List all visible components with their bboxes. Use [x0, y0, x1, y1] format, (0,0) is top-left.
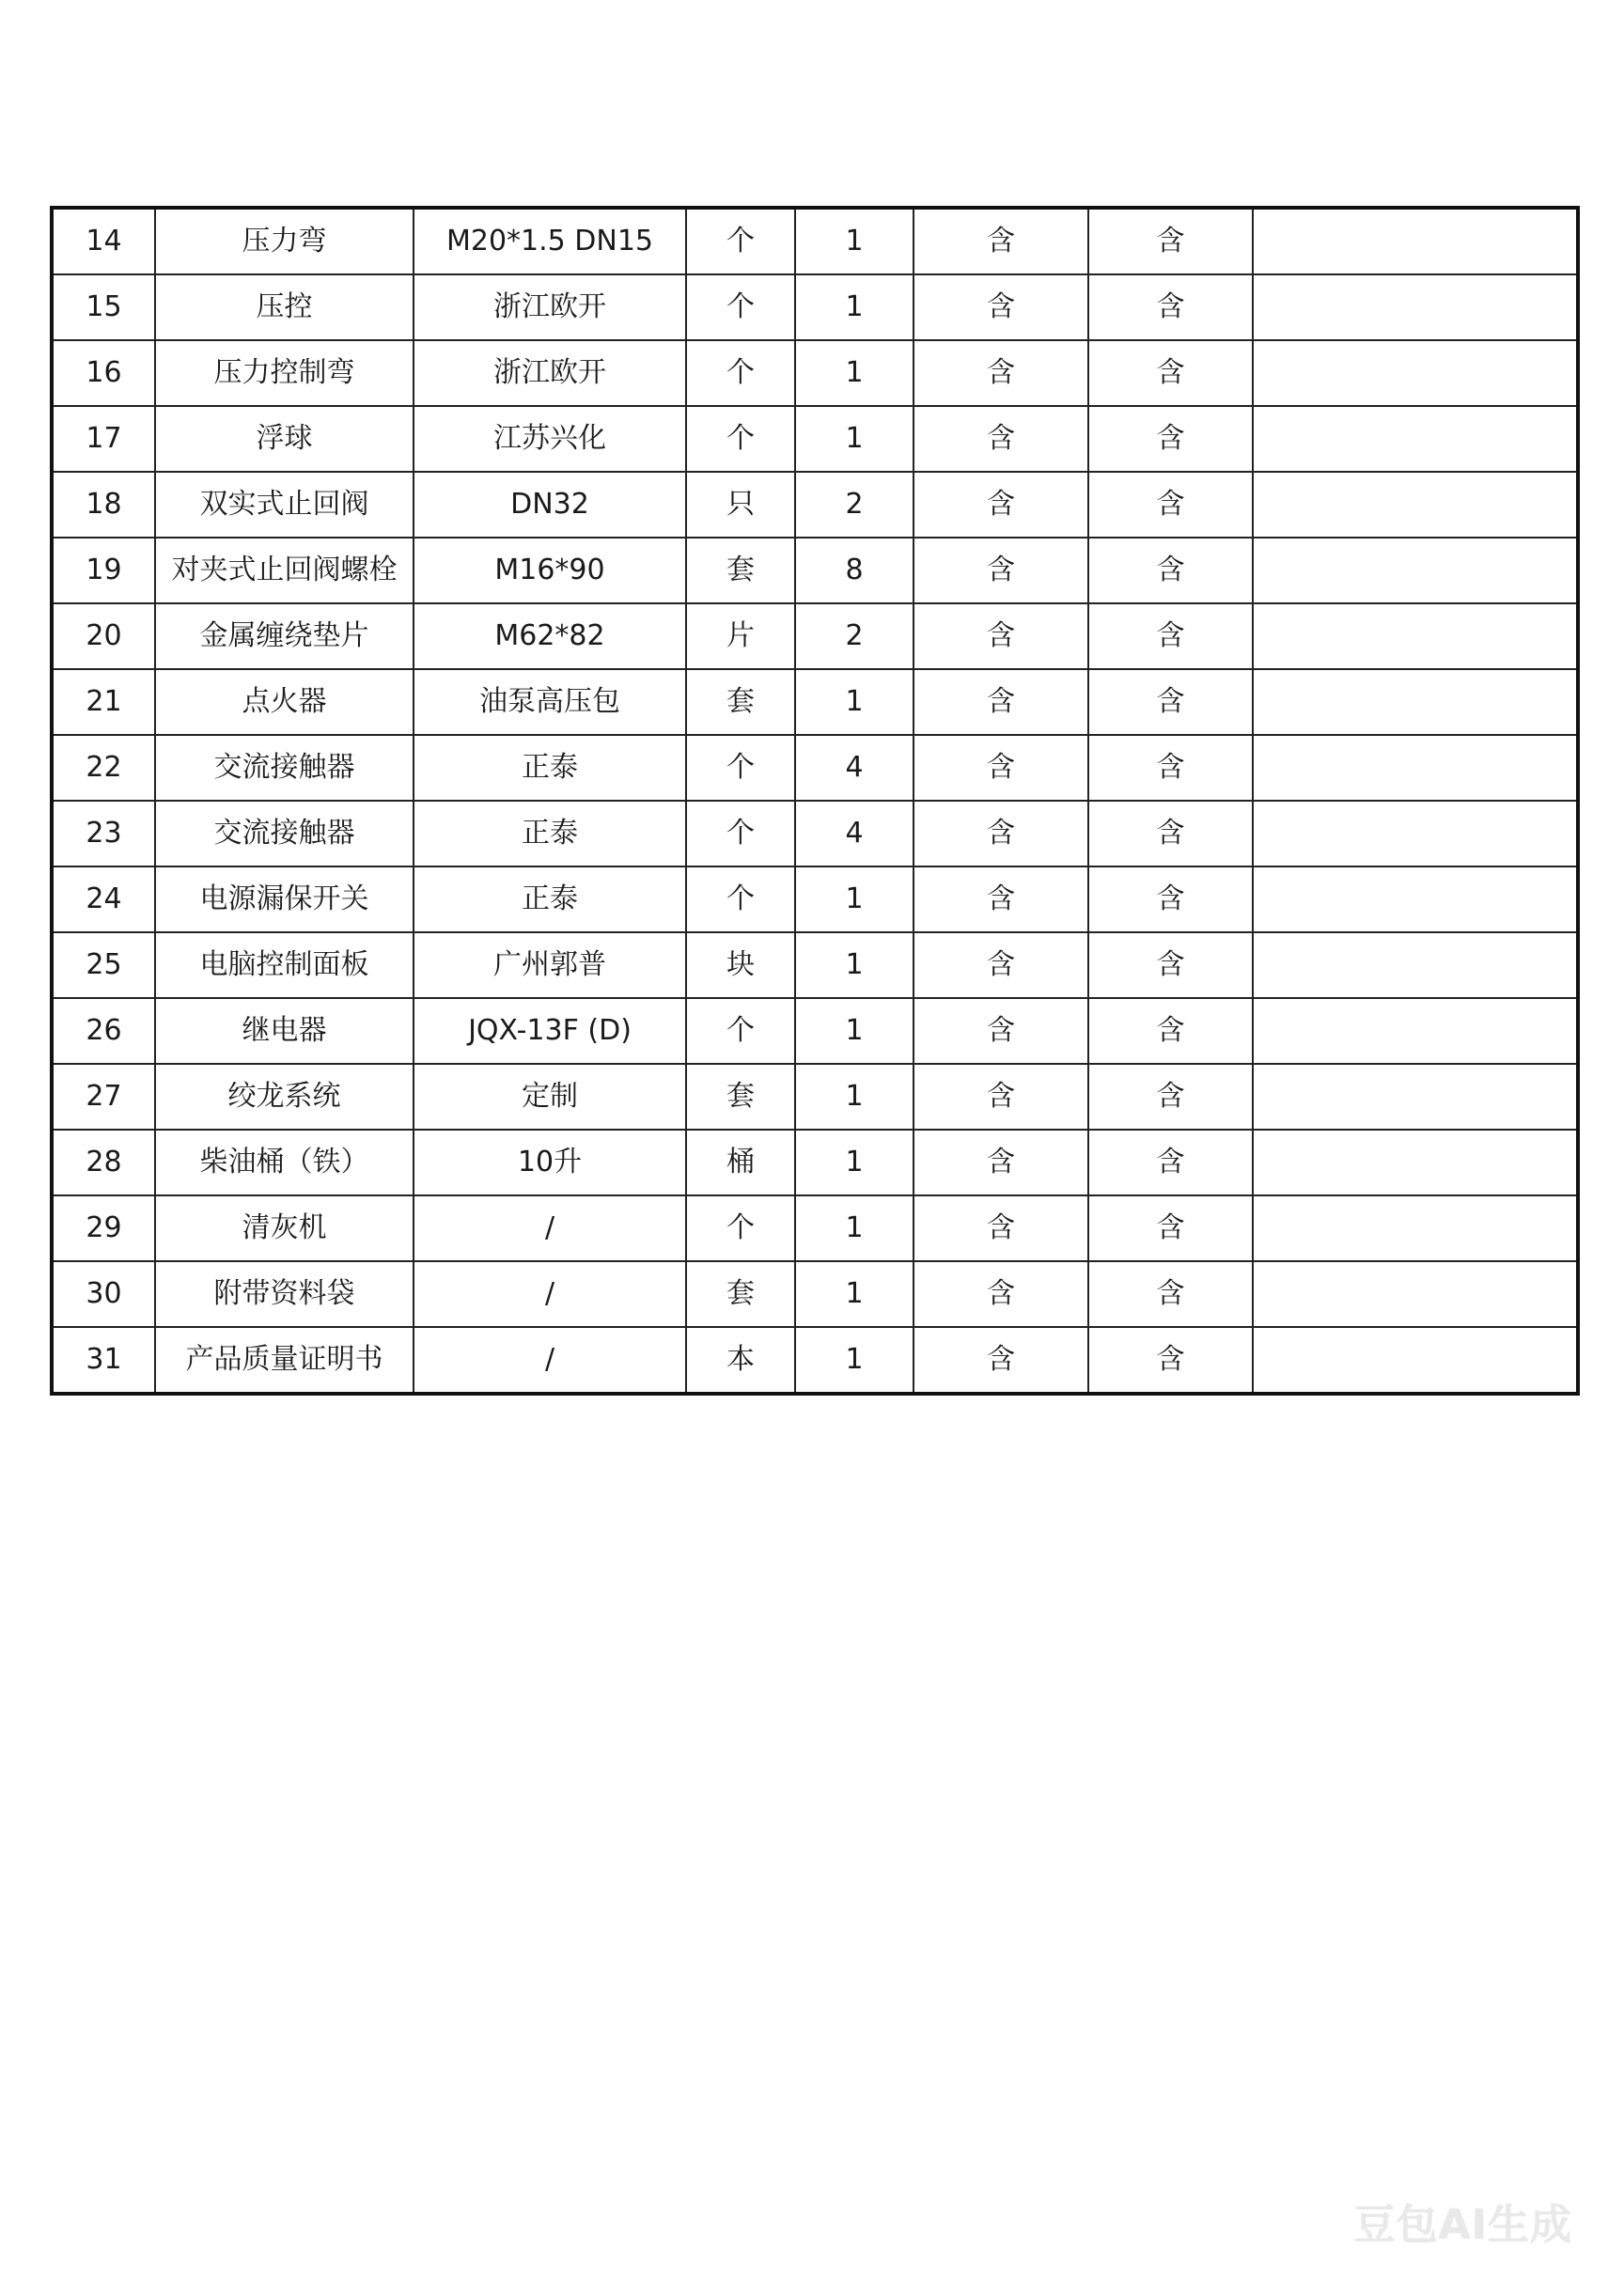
table-row — [52, 538, 1578, 603]
spec-cell: 定制 — [414, 1064, 686, 1130]
item-name-cell: 绞龙系统 — [155, 1064, 414, 1130]
unit-cell: 个 — [686, 801, 795, 866]
unit-cell: 个 — [686, 208, 795, 274]
row-number-cell: 15 — [52, 274, 155, 340]
item-name-cell: 清灰机 — [155, 1195, 414, 1261]
item-name-cell: 电源漏保开关 — [155, 866, 414, 932]
spec-cell: DN32 — [414, 472, 686, 538]
row-number-cell: 23 — [52, 801, 155, 866]
included-cell: 含 — [1088, 274, 1253, 340]
included-cell: 含 — [914, 603, 1088, 669]
spec-cell: 正泰 — [414, 801, 686, 866]
table-row — [52, 735, 1578, 801]
table-row — [52, 274, 1578, 340]
item-name-cell: 继电器 — [155, 998, 414, 1064]
unit-cell: 个 — [686, 406, 795, 472]
row-number-cell: 16 — [52, 340, 155, 406]
remark-cell — [1253, 472, 1578, 538]
item-name-cell: 附带资料袋 — [155, 1261, 414, 1327]
table-row — [52, 1130, 1578, 1195]
unit-cell: 本 — [686, 1327, 795, 1394]
quantity-cell: 1 — [795, 669, 914, 735]
included-cell: 含 — [914, 1195, 1088, 1261]
row-number-cell: 25 — [52, 932, 155, 998]
item-name-cell: 交流接触器 — [155, 801, 414, 866]
table-row — [52, 932, 1578, 998]
spec-cell: JQX-13F (D) — [414, 998, 686, 1064]
item-name-cell: 双实式止回阀 — [155, 472, 414, 538]
row-number-cell: 14 — [52, 208, 155, 274]
included-cell: 含 — [914, 735, 1088, 801]
included-cell: 含 — [914, 998, 1088, 1064]
included-cell: 含 — [1088, 866, 1253, 932]
unit-cell: 块 — [686, 932, 795, 998]
table-row — [52, 801, 1578, 866]
unit-cell: 个 — [686, 866, 795, 932]
spec-cell: 浙江欧开 — [414, 340, 686, 406]
quantity-cell: 1 — [795, 866, 914, 932]
included-cell: 含 — [914, 472, 1088, 538]
included-cell: 含 — [914, 1327, 1088, 1394]
unit-cell: 个 — [686, 735, 795, 801]
table-row — [52, 866, 1578, 932]
item-name-cell: 压力弯 — [155, 208, 414, 274]
spec-cell: / — [414, 1261, 686, 1327]
unit-cell: 套 — [686, 1064, 795, 1130]
quantity-cell: 1 — [795, 1327, 914, 1394]
spec-cell: 广州郭普 — [414, 932, 686, 998]
included-cell: 含 — [1088, 340, 1253, 406]
row-number-cell: 18 — [52, 472, 155, 538]
included-cell: 含 — [914, 406, 1088, 472]
remark-cell — [1253, 1195, 1578, 1261]
unit-cell: 片 — [686, 603, 795, 669]
table-row — [52, 406, 1578, 472]
included-cell: 含 — [914, 669, 1088, 735]
remark-cell — [1253, 932, 1578, 998]
table-row — [52, 1261, 1578, 1327]
quantity-cell: 1 — [795, 406, 914, 472]
remark-cell — [1253, 603, 1578, 669]
included-cell: 含 — [1088, 669, 1253, 735]
quantity-cell: 8 — [795, 538, 914, 603]
quantity-cell: 1 — [795, 998, 914, 1064]
included-cell: 含 — [1088, 1261, 1253, 1327]
row-number-cell: 29 — [52, 1195, 155, 1261]
item-name-cell: 压控 — [155, 274, 414, 340]
included-cell: 含 — [914, 932, 1088, 998]
unit-cell: 个 — [686, 1195, 795, 1261]
table-row — [52, 1327, 1578, 1394]
row-number-cell: 21 — [52, 669, 155, 735]
row-number-cell: 20 — [52, 603, 155, 669]
remark-cell — [1253, 538, 1578, 603]
item-name-cell: 对夹式止回阀螺栓 — [155, 538, 414, 603]
included-cell: 含 — [1088, 472, 1253, 538]
unit-cell: 套 — [686, 538, 795, 603]
included-cell: 含 — [914, 208, 1088, 274]
row-number-cell: 31 — [52, 1327, 155, 1394]
table-row — [52, 472, 1578, 538]
unit-cell: 桶 — [686, 1130, 795, 1195]
item-name-cell: 产品质量证明书 — [155, 1327, 414, 1394]
unit-cell: 个 — [686, 340, 795, 406]
spec-cell: M20*1.5 DN15 — [414, 208, 686, 274]
table-row — [52, 1195, 1578, 1261]
remark-cell — [1253, 1261, 1578, 1327]
included-cell: 含 — [914, 274, 1088, 340]
included-cell: 含 — [914, 1261, 1088, 1327]
included-cell: 含 — [1088, 1195, 1253, 1261]
item-name-cell: 浮球 — [155, 406, 414, 472]
remark-cell — [1253, 208, 1578, 274]
quantity-cell: 1 — [795, 274, 914, 340]
included-cell: 含 — [1088, 998, 1253, 1064]
row-number-cell: 19 — [52, 538, 155, 603]
spec-cell: 10升 — [414, 1130, 686, 1195]
included-cell: 含 — [1088, 735, 1253, 801]
remark-cell — [1253, 735, 1578, 801]
parts-list-table — [50, 206, 1580, 1396]
quantity-cell: 1 — [795, 208, 914, 274]
included-cell: 含 — [1088, 1064, 1253, 1130]
spec-cell: 江苏兴化 — [414, 406, 686, 472]
included-cell: 含 — [914, 340, 1088, 406]
remark-cell — [1253, 1130, 1578, 1195]
included-cell: 含 — [1088, 538, 1253, 603]
remark-cell — [1253, 801, 1578, 866]
unit-cell: 只 — [686, 472, 795, 538]
included-cell: 含 — [914, 866, 1088, 932]
quantity-cell: 4 — [795, 735, 914, 801]
row-number-cell: 22 — [52, 735, 155, 801]
spec-cell: 浙江欧开 — [414, 274, 686, 340]
remark-cell — [1253, 406, 1578, 472]
spec-cell: M62*82 — [414, 603, 686, 669]
item-name-cell: 柴油桶（铁） — [155, 1130, 414, 1195]
remark-cell — [1253, 340, 1578, 406]
row-number-cell: 28 — [52, 1130, 155, 1195]
item-name-cell: 压力控制弯 — [155, 340, 414, 406]
quantity-cell: 1 — [795, 1261, 914, 1327]
table-row — [52, 669, 1578, 735]
table-row — [52, 208, 1578, 274]
quantity-cell: 2 — [795, 603, 914, 669]
remark-cell — [1253, 998, 1578, 1064]
row-number-cell: 30 — [52, 1261, 155, 1327]
included-cell: 含 — [1088, 406, 1253, 472]
item-name-cell: 交流接触器 — [155, 735, 414, 801]
table-body — [52, 208, 1578, 1394]
quantity-cell: 4 — [795, 801, 914, 866]
remark-cell — [1253, 866, 1578, 932]
included-cell: 含 — [1088, 1327, 1253, 1394]
row-number-cell: 26 — [52, 998, 155, 1064]
item-name-cell: 金属缠绕垫片 — [155, 603, 414, 669]
item-name-cell: 点火器 — [155, 669, 414, 735]
spec-cell: / — [414, 1327, 686, 1394]
included-cell: 含 — [1088, 208, 1253, 274]
unit-cell: 套 — [686, 669, 795, 735]
quantity-cell: 1 — [795, 340, 914, 406]
table-row — [52, 1064, 1578, 1130]
quantity-cell: 2 — [795, 472, 914, 538]
spec-cell: 正泰 — [414, 735, 686, 801]
table-row — [52, 340, 1578, 406]
included-cell: 含 — [914, 1130, 1088, 1195]
included-cell: 含 — [1088, 801, 1253, 866]
ai-generated-watermark: 豆包AI生成 — [1353, 2201, 1572, 2249]
included-cell: 含 — [914, 538, 1088, 603]
remark-cell — [1253, 1327, 1578, 1394]
remark-cell — [1253, 1064, 1578, 1130]
included-cell: 含 — [914, 801, 1088, 866]
quantity-cell: 1 — [795, 1064, 914, 1130]
spec-cell: M16*90 — [414, 538, 686, 603]
remark-cell — [1253, 274, 1578, 340]
row-number-cell: 17 — [52, 406, 155, 472]
unit-cell: 套 — [686, 1261, 795, 1327]
quantity-cell: 1 — [795, 932, 914, 998]
included-cell: 含 — [1088, 1130, 1253, 1195]
spec-cell: 正泰 — [414, 866, 686, 932]
row-number-cell: 27 — [52, 1064, 155, 1130]
table-row — [52, 603, 1578, 669]
table-row — [52, 998, 1578, 1064]
unit-cell: 个 — [686, 998, 795, 1064]
row-number-cell: 24 — [52, 866, 155, 932]
included-cell: 含 — [1088, 603, 1253, 669]
remark-cell — [1253, 669, 1578, 735]
included-cell: 含 — [914, 1064, 1088, 1130]
spec-cell: / — [414, 1195, 686, 1261]
unit-cell: 个 — [686, 274, 795, 340]
item-name-cell: 电脑控制面板 — [155, 932, 414, 998]
included-cell: 含 — [1088, 932, 1253, 998]
spec-cell: 油泵高压包 — [414, 669, 686, 735]
quantity-cell: 1 — [795, 1130, 914, 1195]
quantity-cell: 1 — [795, 1195, 914, 1261]
